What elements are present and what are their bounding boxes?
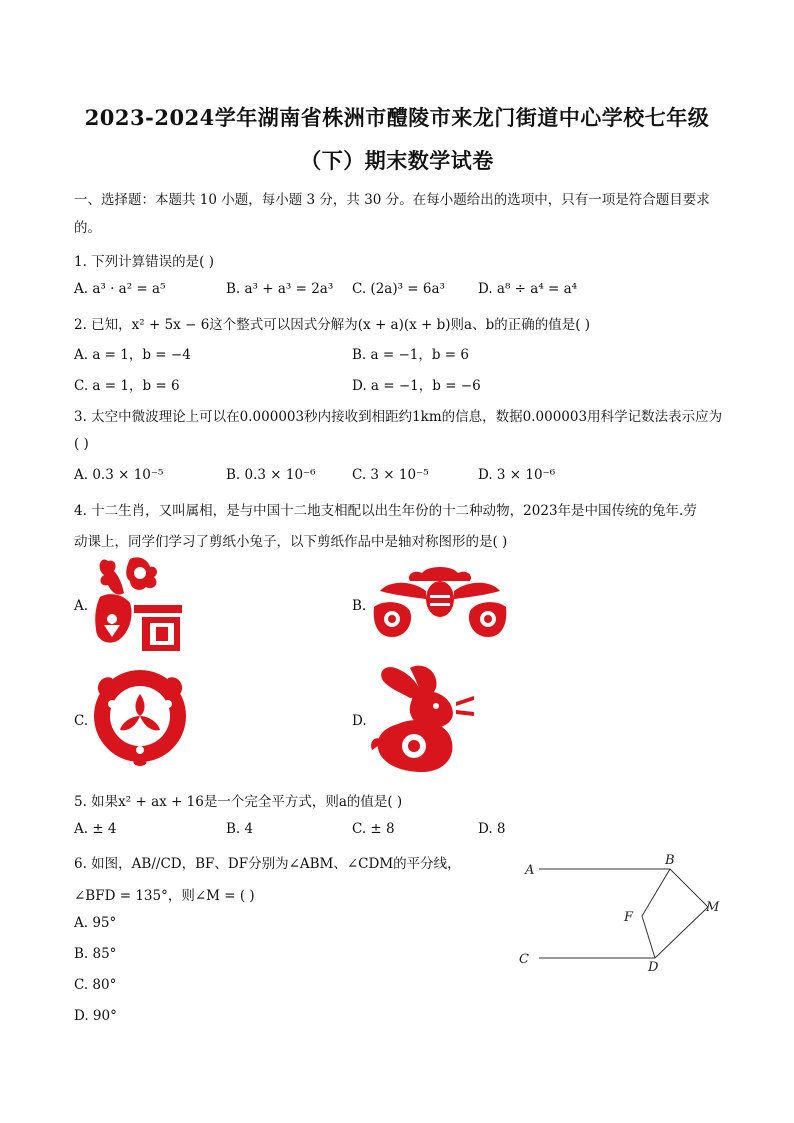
q6-stem-line1: 6. 如图，AB//CD，BF、DF分别为∠ABM、∠CDM的平分线， <box>74 856 461 872</box>
q4-option-c-label: C. <box>74 713 89 729</box>
segment-bf <box>642 869 670 916</box>
point-a-label: A <box>525 863 535 878</box>
papercut-sitting-rabbit-image <box>370 662 478 774</box>
q5-option-b: B. 4 <box>226 821 254 837</box>
q2-stem: 2. 已知，x² + 5x − 6这个整式可以因式分解为(x + a)(x + b)则a、b的正确的值是( ) <box>74 317 591 333</box>
q3-option-d: D. 3 × 10⁻⁶ <box>478 467 556 483</box>
q1-option-b: B. a³ + a³ = 2a³ <box>226 281 334 297</box>
q2-option-c: C. a = 1，b = 6 <box>74 378 180 394</box>
exam-title-line2: （下）期末数学试卷 <box>300 148 494 173</box>
q3-stem-line1: 3. 太空中微波理论上可以在0.000003秒内接收到相距约1km的信息，数据0.000003用科学记数法表示应为 <box>74 409 723 425</box>
q3-option-b: B. 0.3 × 10⁻⁶ <box>226 467 316 483</box>
q2-option-d: D. a = −1，b = −6 <box>352 378 481 394</box>
point-b-label: B <box>665 853 675 868</box>
q6-option-c: C. 80° <box>74 977 117 993</box>
q5-option-d: D. 8 <box>478 821 506 837</box>
q3-option-c: C. 3 × 10⁻⁵ <box>352 467 429 483</box>
q6-option-a: A. 95° <box>74 915 117 931</box>
q5-option-a: A. ± 4 <box>74 821 117 837</box>
q4-option-d-label: D. <box>352 713 367 729</box>
segment-dm <box>655 907 708 958</box>
q5-option-c: C. ± 8 <box>352 821 395 837</box>
q4-stem-line1: 4. 十二生肖，又叫属相，是与中国十二地支相配以出生年份的十二种动物，2023年是中国传统的兔年.劳 <box>74 503 697 519</box>
q6-option-d: D. 90° <box>74 1008 117 1024</box>
q2-option-b: B. a = −1，b = 6 <box>352 347 469 363</box>
q5-stem: 5. 如果x² + ax + 16是一个完全平方式，则a的值是( ) <box>74 794 403 810</box>
papercut-rabbit-fu-image <box>90 553 190 655</box>
q4-option-b-label: B. <box>352 598 367 614</box>
section-instructions-line2: 的。 <box>74 220 101 236</box>
geometry-figure <box>515 850 725 975</box>
section-instructions-line1: 一、选择题：本题共 10 小题，每小题 3 分，共 30 分。在每小题给出的选项中，只有一项是符合题目要求 <box>74 192 710 208</box>
point-c-label: C <box>519 952 529 967</box>
papercut-bee-rabbits-image <box>370 565 510 641</box>
q1-option-c: C. (2a)³ = 6a³ <box>352 281 445 297</box>
exam-title-line1: 2023-2024学年湖南省株洲市醴陵市来龙门街道中心学校七年级 <box>84 105 710 130</box>
q6-stem-line2: ∠BFD = 135°，则∠M = ( ) <box>74 888 255 904</box>
q1-option-d: D. a⁸ ÷ a⁴ = a⁴ <box>478 281 578 297</box>
q1-stem: 1. 下列计算错误的是( ) <box>74 254 214 270</box>
q4-stem-line2: 动课上，同学们学习了剪纸小兔子，以下剪纸作品中是轴对称图形的是( ) <box>74 534 508 550</box>
point-f-label: F <box>624 910 634 925</box>
segment-bm <box>670 869 708 907</box>
q1-option-a: A. a³ · a² = a⁵ <box>74 281 166 297</box>
q3-stem-line2: ( ) <box>74 436 89 452</box>
q4-option-a-label: A. <box>74 598 89 614</box>
papercut-three-rabbits-circle-image <box>90 664 190 768</box>
point-d-label: D <box>648 960 659 975</box>
point-m-label: M <box>706 900 720 915</box>
q6-option-b: B. 85° <box>74 946 117 962</box>
q3-option-a: A. 0.3 × 10⁻⁵ <box>74 467 164 483</box>
q2-option-a: A. a = 1，b = −4 <box>74 347 191 363</box>
segment-fd <box>642 916 655 958</box>
